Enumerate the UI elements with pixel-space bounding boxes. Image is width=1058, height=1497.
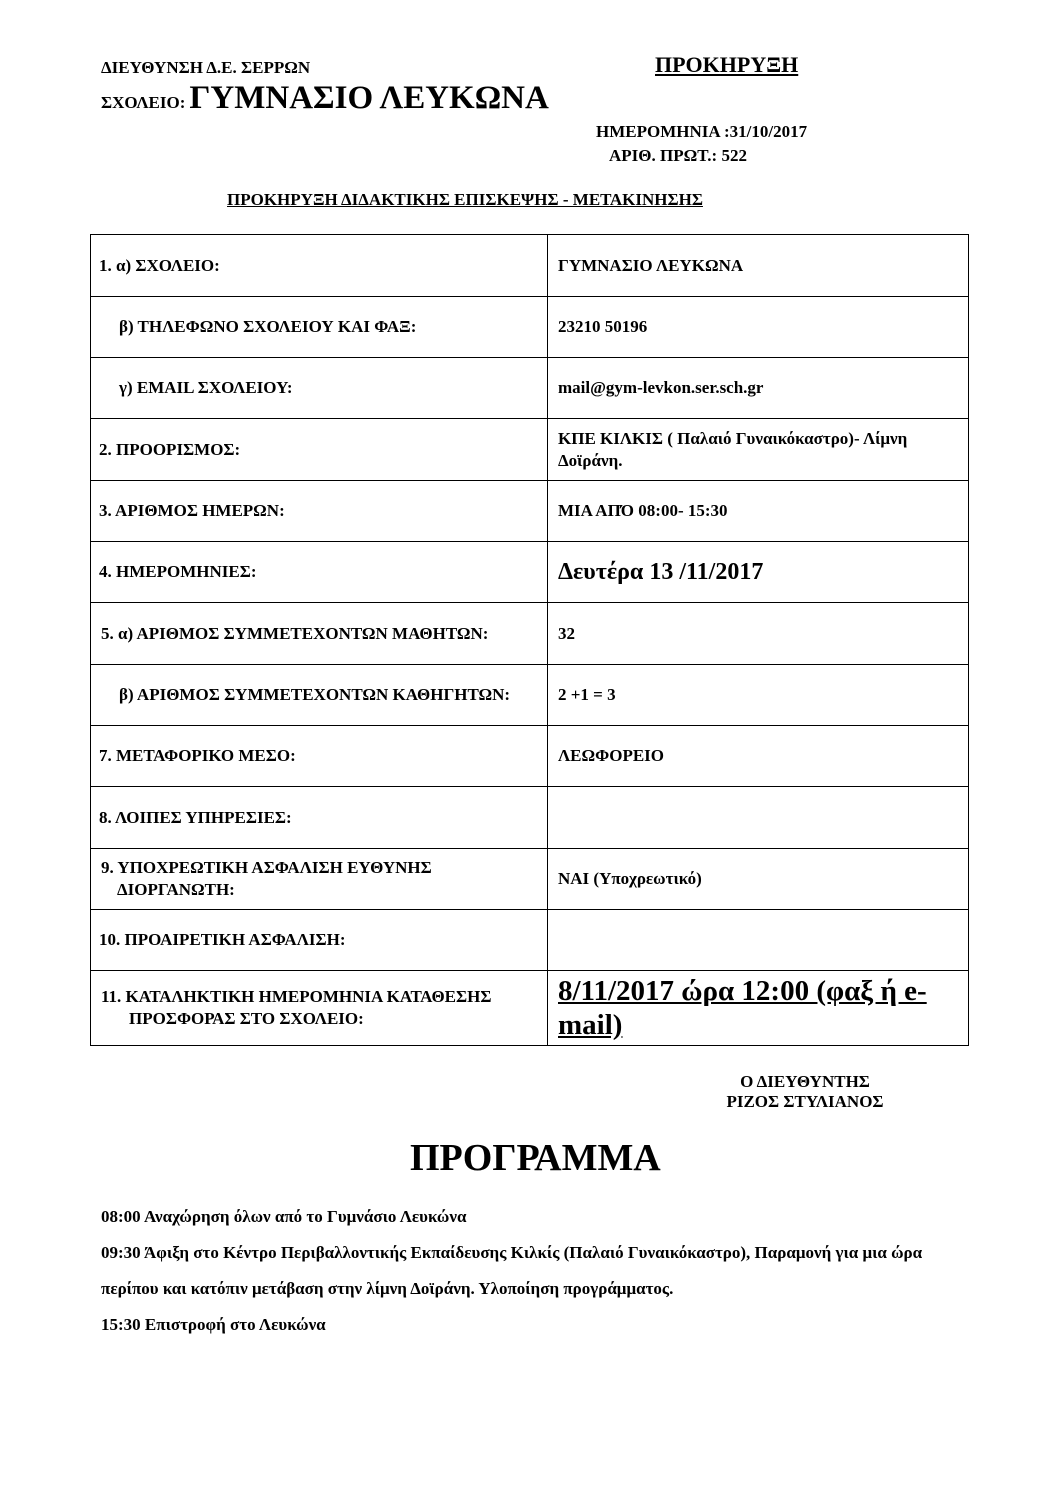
row-value [548, 910, 969, 971]
table-row [91, 542, 969, 603]
proclamation-heading: ΠΡΟΚΗΡΥΞΗ [655, 52, 799, 77]
document-date: ΗΜΕΡΟΜΗΝΙΑ :31/10/2017 [596, 122, 808, 141]
row-value: Δευτέρα 13 /11/2017 [548, 542, 969, 603]
signature-block [700, 1072, 910, 1112]
row-label: 2. ΠΡΟΟΡΙΣΜΟΣ: [91, 419, 548, 481]
trip-info-table [90, 234, 969, 1046]
row-label: 10. ΠΡΟΑΙΡΕΤΙΚΗ ΑΣΦΑΛΙΣΗ: [91, 910, 548, 971]
row-label: 11. ΚΑΤΑΛΗΚΤΙΚΗ ΗΜΕΡΟΜΗΝΙΑ ΚΑΤΑΘΕΣΗΣ ΠΡΟΣΦΟΡΑΣ ΣΤΟ ΣΧΟΛΕΙΟ: [91, 971, 548, 1046]
row-label: 4. ΗΜΕΡΟΜΗΝΙΕΣ: [91, 542, 548, 603]
row-value: ΝΑΙ (Υποχρεωτικό) [548, 849, 969, 910]
row-label: β) ΑΡΙΘΜΟΣ ΣΥΜΜΕΤΕΧΟΝΤΩΝ ΚΑΘΗΓΗΤΩΝ: [91, 665, 548, 726]
row-value: ΛΕΩΦΟΡΕΙΟ [548, 726, 969, 787]
table-row [91, 481, 969, 542]
program-item: 08:00 Αναχώρηση όλων από το Γυμνάσιο Λευκώνα [101, 1207, 467, 1226]
row-value: 23210 50196 [548, 297, 969, 358]
table-row [91, 787, 969, 849]
table-row [91, 297, 969, 358]
program-item: 09:30 Άφιξη στο Κέντρο Περιβαλλοντικής Εκπαίδευσης Κιλκίς (Παλαιό Γυναικόκαστρο), Παραμονή για μια ώρα περίπου και κατόπιν μετάβαση στην λίμνη Δοϊράνη. Υλοποίηση προγράμματος. [101, 1243, 923, 1298]
row-value: ΓΥΜΝΑΣΙΟ ΛΕΥΚΩΝΑ [548, 235, 969, 297]
row-value: 2 +1 = 3 [548, 665, 969, 726]
table-row [91, 726, 969, 787]
document-title: ΠΡΟΚΗΡΥΞΗ ΔΙΔΑΚΤΙΚΗΣ ΕΠΙΣΚΕΨΗΣ - ΜΕΤΑΚΙΝΗΣΗΣ [227, 190, 703, 209]
row-label: 9. ΥΠΟΧΡΕΩΤΙΚΗ ΑΣΦΑΛΙΣΗ ΕΥΘΥΝΗΣ ΔΙΟΡΓΑΝΩΤΗ: [91, 849, 548, 910]
program-title: ΠΡΟΓΡΑΜΜΑ [410, 1137, 661, 1179]
school-name: ΓΥΜΝΑΣΙΟ ΛΕΥΚΩΝΑ [189, 80, 549, 116]
row-label: 1. α) ΣΧΟΛΕΙΟ: [91, 235, 548, 297]
protocol-number: ΑΡΙΘ. ΠΡΩΤ.: 522 [609, 146, 747, 165]
signature-name: ΡΙΖΟΣ ΣΤΥΛΙΑΝΟΣ [726, 1092, 884, 1111]
school-label: ΣΧΟΛΕΙΟ: [101, 93, 186, 112]
table-row [91, 603, 969, 665]
table-row [91, 665, 969, 726]
row-value: ΚΠΕ ΚΙΛΚΙΣ ( Παλαιό Γυναικόκαστρο)- Λίμνη Δοϊράνη. [548, 419, 969, 481]
program-list [101, 1199, 971, 1343]
row-label: β) ΤΗΛΕΦΩΝΟ ΣΧΟΛΕΙΟΥ ΚΑΙ ΦΑΞ: [91, 297, 548, 358]
table-row [91, 419, 969, 481]
signature-role: Ο ΔΙΕΥΘΥΝΤΗΣ [740, 1072, 870, 1091]
table-row [91, 235, 969, 297]
row-value: mail@gym-levkon.ser.sch.gr [548, 358, 969, 419]
table-row [91, 971, 969, 1046]
row-label: 8. ΛΟΙΠΕΣ ΥΠΗΡΕΣΙΕΣ: [91, 787, 548, 849]
row-label: 7. ΜΕΤΑΦΟΡΙΚΟ ΜΕΣΟ: [91, 726, 548, 787]
row-label: 5. α) ΑΡΙΘΜΟΣ ΣΥΜΜΕΤΕΧΟΝΤΩΝ ΜΑΘΗΤΩΝ: [91, 603, 548, 665]
school-line [101, 80, 549, 117]
table-row [91, 849, 969, 910]
row-value [548, 787, 969, 849]
program-item: 15:30 Επιστροφή στο Λευκώνα [101, 1315, 326, 1334]
row-label: γ) EMAIL ΣΧΟΛΕΙΟΥ: [91, 358, 548, 419]
row-label: 3. ΑΡΙΘΜΟΣ ΗΜΕΡΩΝ: [91, 481, 548, 542]
row-value: 32 [548, 603, 969, 665]
table-row [91, 358, 969, 419]
table-row [91, 910, 969, 971]
row-value: ΜΙΑ ΑΠΌ 08:00- 15:30 [548, 481, 969, 542]
directorate-heading: ΔΙΕΥΘΥΝΣΗ Δ.Ε. ΣΕΡΡΩΝ [101, 58, 311, 77]
row-value: 8/11/2017 ώρα 12:00 (φαξ ή e-mail) [548, 971, 969, 1046]
